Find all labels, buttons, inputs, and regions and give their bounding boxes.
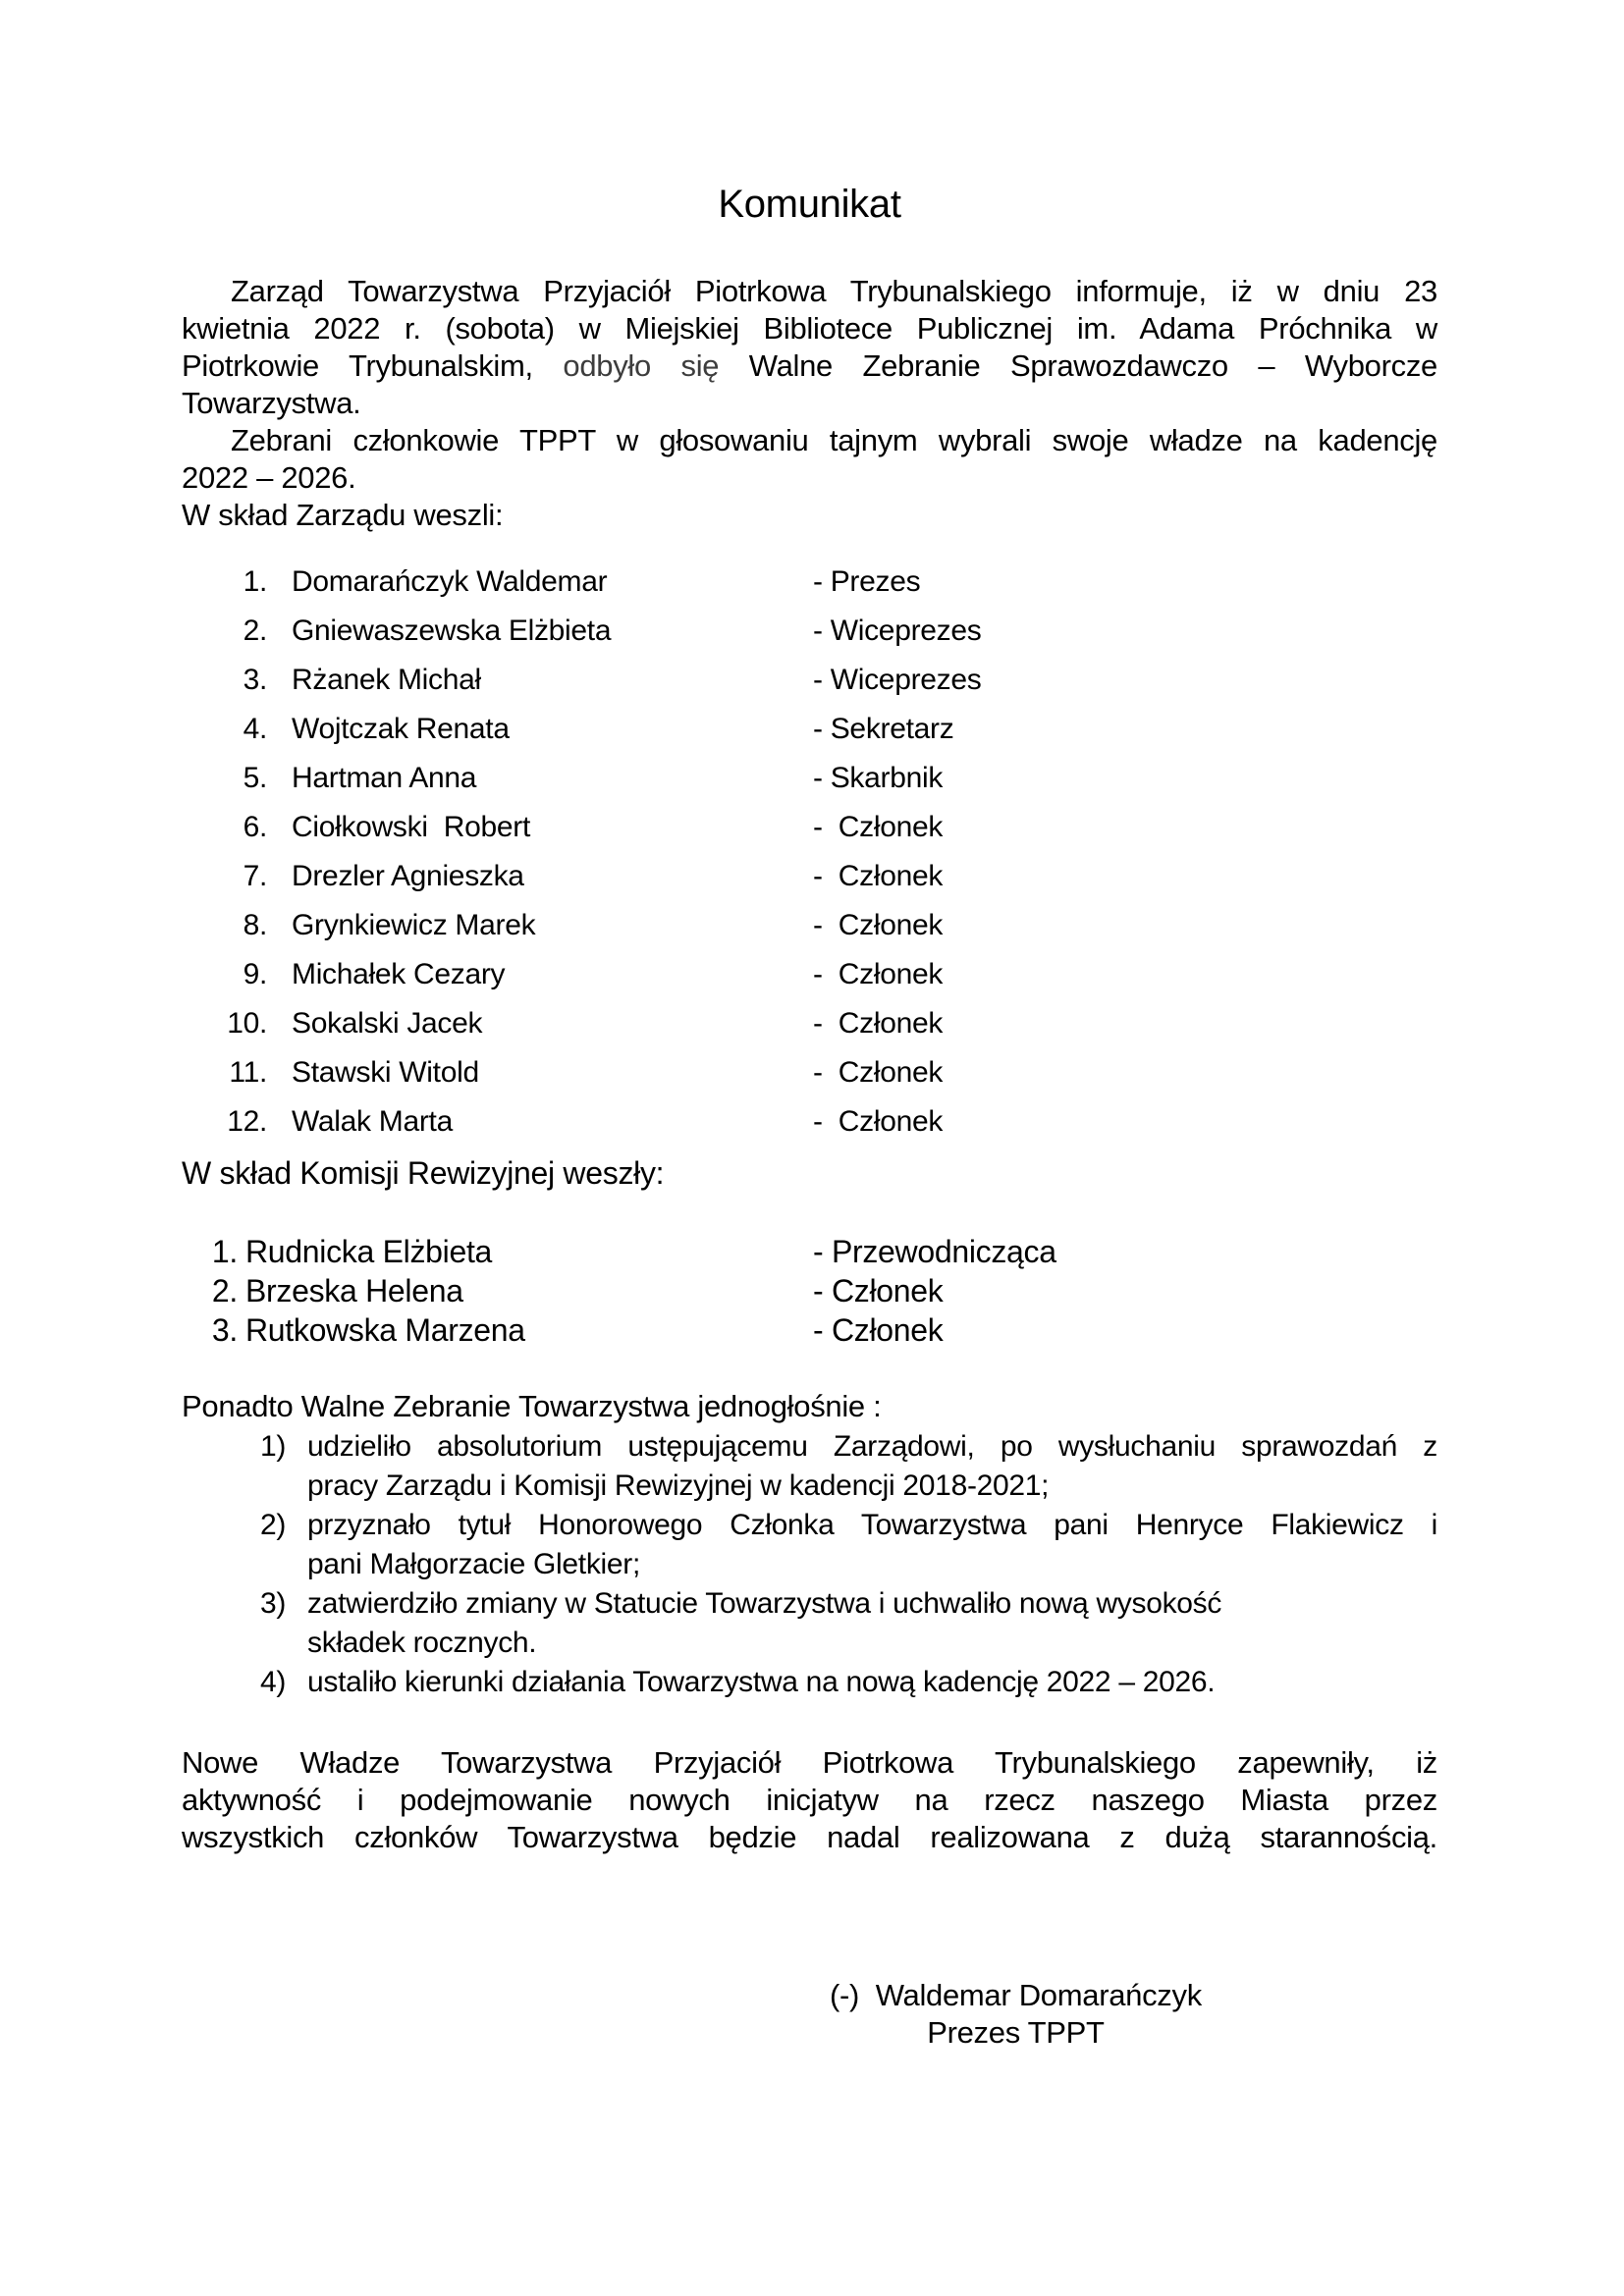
board-member-row [182, 956, 1437, 993]
board-member-row [182, 907, 1437, 944]
member-name: Rutkowska Marzena [245, 1312, 525, 1348]
member-role: - Członek [813, 1007, 944, 1040]
member-role: - Skarbnik [813, 762, 944, 794]
board-member-row [182, 809, 1437, 846]
resolution-item [182, 1584, 1437, 1663]
paragraph-line [182, 347, 1437, 385]
member-role: - Wiceprezes [813, 664, 982, 696]
board-member-row [182, 1005, 1437, 1042]
paragraph-line: udzieliło absolutorium ustępującemu Zarządowi, po wysłuchaniu sprawozdań z [307, 1430, 1437, 1463]
list-number: 4. [243, 713, 267, 745]
list-number: 1. [211, 1234, 238, 1269]
member-name: Brzeska Helena [245, 1273, 463, 1308]
commission-member-row [182, 1311, 1437, 1349]
paragraph-line: zatwierdziło zmiany w Statucie Towarzystwa i uchwaliło nową wysokość [307, 1587, 1222, 1620]
paragraph-line: ustaliło kierunki działania Towarzystwa na nową kadencję 2022 – 2026. [307, 1666, 1216, 1698]
paragraph-line: Zebrani członkowie TPPT w głosowaniu tajnym wybrali swoje władze na kadencję [231, 423, 1437, 457]
member-role: - Członek [813, 1273, 944, 1308]
paragraph-line: składek rocznych. [307, 1627, 537, 1659]
list-number: 2) [260, 1509, 287, 1541]
member-name: Walak Marta [292, 1105, 453, 1138]
resolution-text [307, 1584, 1437, 1663]
text-segment: Piotrkowie Trybunalskim, [182, 348, 533, 383]
board-member-row [182, 711, 1437, 748]
member-role: - Sekretarz [813, 713, 954, 745]
commission-member-row [182, 1233, 1437, 1270]
list-number: 3) [260, 1587, 287, 1620]
member-name: Rudnicka Elżbieta [245, 1234, 493, 1269]
list-number: 1. [243, 565, 267, 598]
intro-paragraph-1 [182, 273, 1437, 422]
member-name: Drezler Agnieszka [292, 860, 524, 892]
list-number: 6. [243, 811, 267, 843]
member-role: - Przewodnicząca [813, 1234, 1056, 1269]
board-member-list [182, 563, 1437, 1141]
resolutions-list [182, 1427, 1437, 1702]
paragraph-line: 2022 – 2026. [182, 460, 356, 495]
resolution-item [182, 1663, 1437, 1702]
member-name: Stawski Witold [292, 1056, 479, 1089]
signature-block [830, 1977, 1202, 2052]
list-number: 2. [243, 614, 267, 647]
resolutions-heading: Ponadto Walne Zebranie Towarzystwa jednogłośnie : [182, 1389, 882, 1423]
list-number: 4) [260, 1666, 287, 1698]
list-number: 12. [227, 1105, 267, 1138]
closing-paragraph [182, 1744, 1437, 1856]
member-name: Wojtczak Renata [292, 713, 510, 745]
list-number: 7. [243, 860, 267, 892]
member-role: - Wiceprezes [813, 614, 982, 647]
resolution-item [182, 1427, 1437, 1506]
list-number: 11. [229, 1056, 267, 1089]
member-role: - Członek [813, 811, 944, 843]
paragraph-line: Nowe Władze Towarzystwa Przyjaciół Piotrkowa Trybunalskiego zapewniły, iż [182, 1745, 1437, 1780]
member-name: Ciołkowski Robert [292, 811, 531, 843]
paragraph-line: kwietnia 2022 r. (sobota) w Miejskiej Bibliotece Publicznej im. Adama Próchnika w [182, 311, 1437, 346]
paragraph-line: Towarzystwa. [182, 386, 361, 420]
commission-member-row [182, 1272, 1437, 1309]
board-member-row [182, 1054, 1437, 1092]
list-number: 2. [211, 1273, 238, 1308]
member-name: Sokalski Jacek [292, 1007, 483, 1040]
member-name: Rżanek Michał [292, 664, 481, 696]
paragraph-line: aktywność i podejmowanie nowych inicjatyw na rzecz naszego Miasta przez [182, 1783, 1437, 1817]
intro-paragraph-2 [182, 422, 1437, 497]
member-name: Hartman Anna [292, 762, 477, 794]
member-role: - Członek [813, 860, 944, 892]
signature-title: Prezes TPPT [927, 2015, 1105, 2050]
signature-name: (-) Waldemar Domarańczyk [830, 1978, 1202, 2012]
text-segment: Walne Zebranie Sprawozdawczo – Wyborcze [748, 348, 1437, 383]
member-role: - Członek [813, 958, 944, 990]
member-name: Michałek Cezary [292, 958, 506, 990]
member-role: - Członek [813, 909, 944, 941]
member-role: - Prezes [813, 565, 921, 598]
resolution-text [307, 1663, 1437, 1702]
paragraph-line: pani Małgorzacie Gletkier; [307, 1548, 641, 1580]
resolution-item [182, 1506, 1437, 1584]
board-member-row [182, 760, 1437, 797]
board-member-row [182, 1103, 1437, 1141]
list-number: 8. [243, 909, 267, 941]
list-number: 3. [243, 664, 267, 696]
list-number: 3. [211, 1312, 238, 1348]
list-number: 10. [227, 1007, 267, 1040]
commission-member-list [182, 1233, 1437, 1349]
muted-text-segment: odbyło się [563, 348, 720, 383]
list-number: 1) [260, 1430, 287, 1463]
list-number: 5. [243, 762, 267, 794]
board-member-row [182, 662, 1437, 699]
member-name: Grynkiewicz Marek [292, 909, 536, 941]
member-role: - Członek [813, 1056, 944, 1089]
paragraph-line: przyznało tytuł Honorowego Członka Towarzystwa pani Henryce Flakiewicz i [307, 1509, 1437, 1541]
board-member-row [182, 858, 1437, 895]
resolution-text [307, 1427, 1437, 1506]
commission-heading: W skład Komisji Rewizyjnej weszły: [182, 1155, 665, 1191]
page-title: Komunikat [718, 183, 901, 226]
paragraph-line: wszystkich członków Towarzystwa będzie nadal realizowana z dużą starannością. [182, 1820, 1437, 1854]
resolution-text [307, 1506, 1437, 1584]
member-role: - Członek [813, 1105, 944, 1138]
list-number: 9. [243, 958, 267, 990]
member-name: Domarańczyk Waldemar [292, 565, 608, 598]
member-name: Gniewaszewska Elżbieta [292, 614, 612, 647]
board-heading: W skład Zarządu weszli: [182, 498, 504, 532]
board-member-row [182, 613, 1437, 650]
paragraph-line: Zarząd Towarzystwa Przyjaciół Piotrkowa Trybunalskiego informuje, iż w dniu 23 [231, 274, 1437, 308]
paragraph-line: pracy Zarządu i Komisji Rewizyjnej w kadencji 2018-2021; [307, 1469, 1050, 1502]
board-member-row [182, 563, 1437, 601]
member-role: - Członek [813, 1312, 944, 1348]
